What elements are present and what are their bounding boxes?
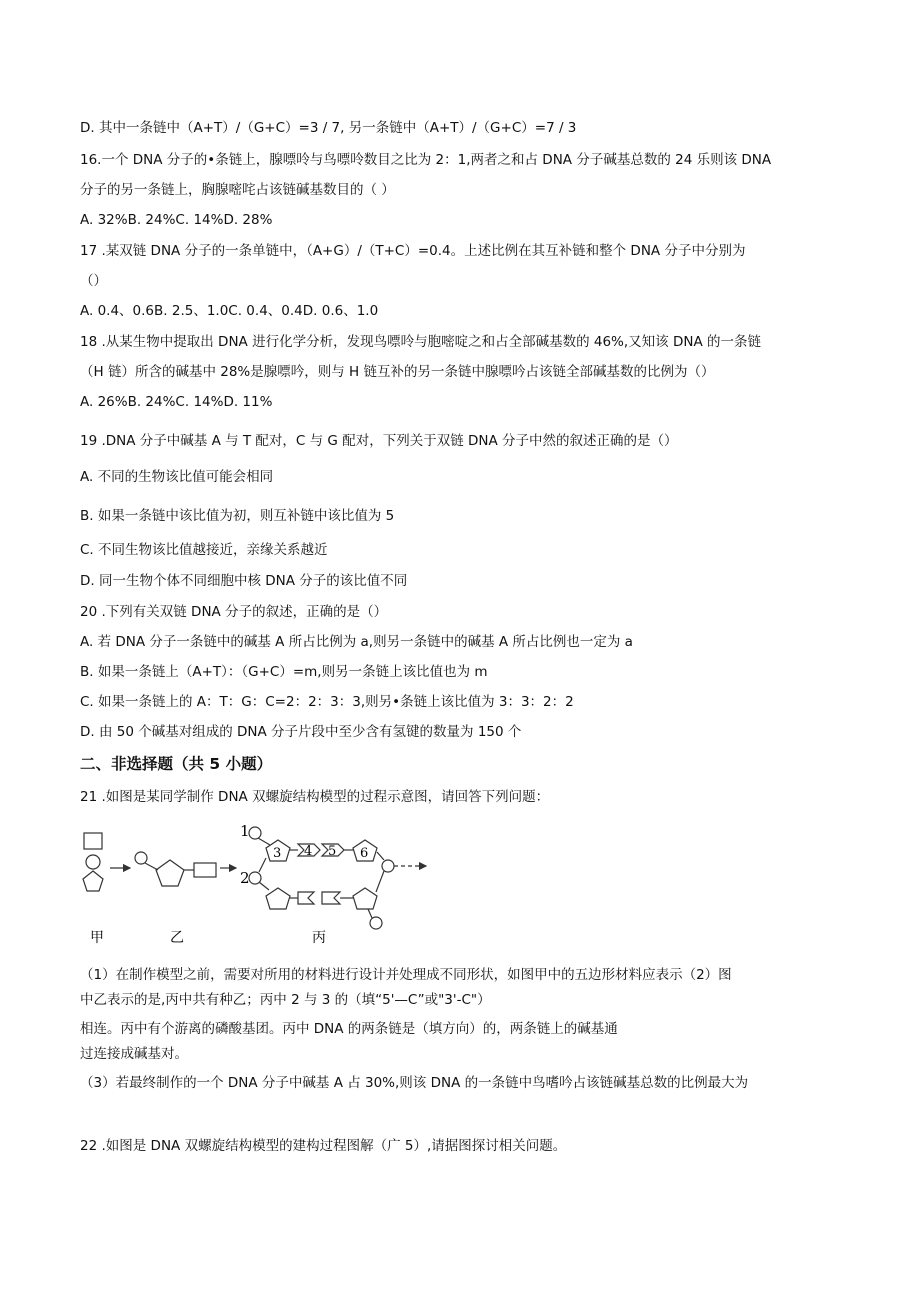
line-13: B. 如果一条链中该比值为初，则互补链中该比值为 5 [80,508,395,524]
line-3: 分子的另一条链上，胸腺嘧咤占该链碱基数目的（ ） [80,182,395,198]
label-bing: 丙 [312,930,326,946]
num-1: 1 [240,822,250,840]
dna-diagram [78,818,438,953]
line-11: 19 .DNA 分子中碱基 A 与 T 配对，C 与 G 配对，下列关于双链 DNA 分子中然的叙述正确的是（） [80,433,678,449]
yi-base [194,863,216,877]
num-6: 6 [360,846,369,861]
num-2: 2 [240,869,250,887]
section-title: 二、非选择题（共 5 小题） [80,755,273,773]
line-20: D. 由 50 个碱基对组成的 DNA 分子片段中至少含有氢键的数量为 150 个 [80,724,522,740]
line-6: （） [80,273,107,289]
label-jia: 甲 [90,930,104,946]
yi-phosphate [135,852,147,864]
line-8: 18 .从某生物中提取出 DNA 进行化学分析，发现鸟嘌呤与胞嘧啶之和占全部碱基数的 46%,又知该 DNA 的一条链 [80,334,761,350]
line-1: D. 其中一条链中（A+T）/（G+C）=3 / 7, 另一条链中（A+T）/（G+C）=7 / 3 [80,120,577,136]
base-square-shape [84,833,102,849]
yi-pentagon [156,860,184,886]
line-19: C. 如果一条链上的 A：T：G：C=2：2：3：3,则另•条链上该比值为 3：3：2：2 [80,694,574,710]
num-5: 5 [328,844,337,859]
phosphate-circle-shape [86,855,100,869]
answer-line-1: （1）在制作模型之前，需要对所用的材料进行设计并处理成不同形状，如图甲中的五边形材料应表示（2）图 [80,967,732,983]
answer-line-5: （3）若最终制作的一个 DNA 分子中碱基 A 占 30%,则该 DNA 的一条链中鸟嗜吟占该链碱基总数的比例最大为 [80,1075,749,1091]
answer-line-3: 相连。丙中有个游离的磷酸基团。丙中 DNA 的两条链是（填方向）的，两条链上的碱基通 [80,1021,618,1037]
line-2: 16.一个 DNA 分子的•条链上，腺嘌呤与鸟嘌呤数目之比为 2：1,两者之和占 DNA 分子碱基总数的 24 乐则该 DNA [80,152,772,168]
line-14: C. 不同生物该比值越接近，亲缘关系越近 [80,542,328,558]
line-16: 20 .下列有关双链 DNA 分子的叙述，正确的是（） [80,604,388,620]
line-5: 17 .某双链 DNA 分子的一条单链中，（A+G）/（T+C）=0.4。上述比例在其互补链和整个 DNA 分子中分别为 [80,243,746,259]
line-9: （H 链）所含的碱基中 28%是腺嘌吟，则与 H 链互补的另一条链中腺嘌吟占该链全部碱基数的比例为（） [80,364,715,380]
line-12: A. 不同的生物该比值可能会相同 [80,469,274,485]
num-3: 3 [273,846,282,861]
line-18: B. 如果一条链上（A+T）：（G+C）=m,则另一条链上该比值也为 m [80,664,488,680]
line-10: A. 26%B. 24%C. 14%D. 11% [80,394,273,410]
dna-model-figure [78,818,438,953]
line-15: D. 同一生物个体不同细胞中核 DNA 分子的该比值不同 [80,573,408,589]
answer-line-2: 中乙表示的是,丙中共有种乙；丙中 2 与 3 的（填“5'—C”或"3'-C"） [80,992,491,1008]
q21-intro: 21 .如图是某同学制作 DNA 双螺旋结构模型的过程示意图，请回答下列问题： [80,789,550,805]
label-yi: 乙 [170,930,184,946]
num-4: 4 [304,844,313,859]
line-17: A. 若 DNA 分子一条链中的碱基 A 所占比例为 a,则另一条链中的碱基 A 所占比例也一定为 a [80,634,633,650]
pentagon-shape [83,871,103,891]
q22-line: 22 .如图是 DNA 双螺旋结构模型的建构过程图解（广 5）,请据图探讨相关问题。 [80,1138,567,1154]
answer-line-4: 过连接成碱基对。 [80,1046,188,1062]
line-7: A. 0.4、0.6B. 2.5、1.0C. 0.4、0.4D. 0.6、1.0 [80,303,379,319]
line-4: A. 32%B. 24%C. 14%D. 28% [80,212,273,228]
